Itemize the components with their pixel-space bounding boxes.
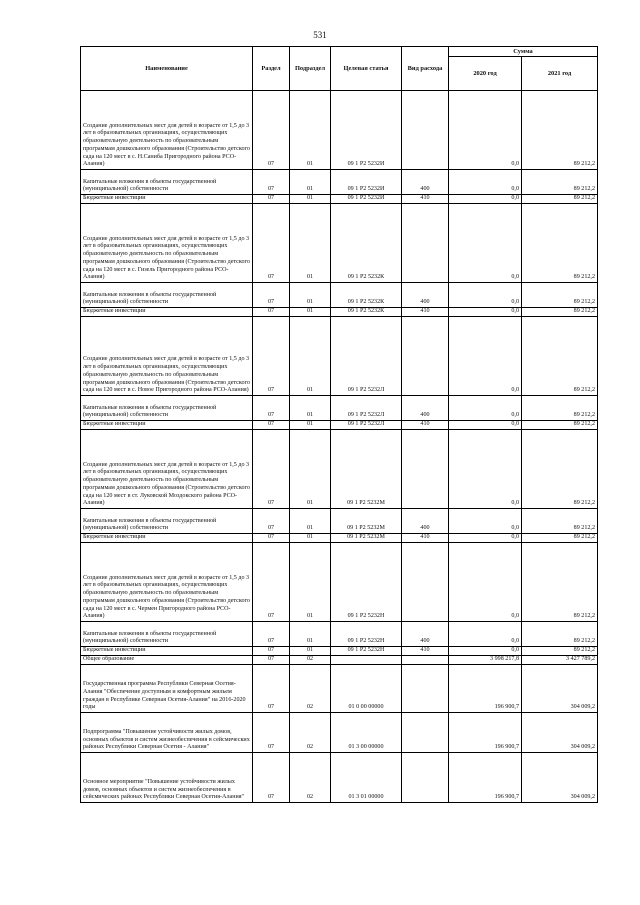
row-vid (402, 204, 449, 283)
row-sum-2021: 89 212,2 (522, 509, 598, 534)
row-razdel: 07 (253, 534, 290, 543)
row-vid: 400 (402, 396, 449, 421)
row-vid: 410 (402, 308, 449, 317)
row-sum-2020: 0,0 (449, 534, 522, 543)
row-podrazdel: 01 (290, 204, 331, 283)
header-razdel: Раздел (253, 47, 290, 91)
row-target: 09 1 Р2 5232И (331, 170, 402, 195)
header-podrazdel: Подраздел (290, 47, 331, 91)
row-podrazdel: 01 (290, 396, 331, 421)
row-target: 09 1 Р2 5232Н (331, 622, 402, 647)
row-vid: 400 (402, 283, 449, 308)
row-podrazdel: 01 (290, 543, 331, 622)
row-podrazdel: 02 (290, 753, 331, 803)
row-target: 09 1 Р2 5232И (331, 195, 402, 204)
row-podrazdel: 01 (290, 283, 331, 308)
row-sum-2021: 89 212,2 (522, 396, 598, 421)
row-target: 09 1 Р2 5232К (331, 308, 402, 317)
budget-table (80, 46, 598, 803)
row-sum-2020: 0,0 (449, 421, 522, 430)
header-2020: 2020 год (449, 57, 522, 91)
row-name: Создание дополнительных мест для детей в возрасте от 1,5 до 3 лет в образовательных организациях, осуществляющих образовательную деятельность по образовательным программам дошкольного образования (Строительство детского сада на 120 мест в с. Гизель Пригородного района РСО-Алания) (81, 204, 253, 283)
row-vid: 400 (402, 509, 449, 534)
table-row (81, 647, 598, 656)
row-sum-2020: 0,0 (449, 317, 522, 396)
row-razdel: 07 (253, 396, 290, 421)
row-sum-2020: 0,0 (449, 170, 522, 195)
row-sum-2021: 89 212,2 (522, 430, 598, 509)
row-vid (402, 656, 449, 665)
row-razdel: 07 (253, 317, 290, 396)
row-razdel: 07 (253, 195, 290, 204)
row-name: Создание дополнительных мест для детей в возрасте от 1,5 до 3 лет в образовательных организациях, осуществляющих образовательную деятельность по образовательным программам дошкольного образования (Строительство детского сада на 120 мест в ст. Луковской Моздокского района РСО-Алания) (81, 430, 253, 509)
row-sum-2020: 196 900,7 (449, 713, 522, 753)
row-razdel: 07 (253, 421, 290, 430)
row-podrazdel: 01 (290, 430, 331, 509)
row-vid: 410 (402, 421, 449, 430)
row-sum-2021: 89 212,2 (522, 317, 598, 396)
row-podrazdel: 02 (290, 665, 331, 713)
row-target: 09 1 Р2 5232К (331, 283, 402, 308)
row-podrazdel: 01 (290, 308, 331, 317)
row-name: Общее образование (81, 656, 253, 665)
table-row (81, 195, 598, 204)
table-body (81, 91, 598, 803)
row-sum-2020: 0,0 (449, 430, 522, 509)
row-target: 09 1 Р2 5232К (331, 204, 402, 283)
table-row (81, 396, 598, 421)
table-row (81, 534, 598, 543)
row-razdel: 07 (253, 170, 290, 195)
row-sum-2020: 196 900,7 (449, 753, 522, 803)
row-target: 09 1 Р2 5232Л (331, 396, 402, 421)
row-razdel: 07 (253, 430, 290, 509)
table-row (81, 170, 598, 195)
header-vid: Вид расхода (402, 47, 449, 91)
row-sum-2021: 304 009,2 (522, 665, 598, 713)
row-name: Создание дополнительных мест для детей в возрасте от 1,5 до 3 лет в образовательных организациях, осуществляющих образовательную деятельность по образовательным программам дошкольного образования (Строительство детского сада на 120 мест в с. Новое Пригородного района РСО-Алания) (81, 317, 253, 396)
row-vid: 410 (402, 647, 449, 656)
row-podrazdel: 01 (290, 195, 331, 204)
row-vid: 410 (402, 534, 449, 543)
row-name: Бюджетные инвестиции (81, 421, 253, 430)
row-vid (402, 430, 449, 509)
row-vid (402, 713, 449, 753)
row-sum-2021: 89 212,2 (522, 622, 598, 647)
row-sum-2021: 89 212,2 (522, 543, 598, 622)
row-sum-2021: 89 212,2 (522, 534, 598, 543)
header-target: Целевая статья (331, 47, 402, 91)
row-target: 09 1 Р2 5232И (331, 91, 402, 170)
table-row (81, 509, 598, 534)
row-vid (402, 317, 449, 396)
row-podrazdel: 01 (290, 317, 331, 396)
row-name: Капитальные вложения в объекты государственной (муниципальной) собственности (81, 283, 253, 308)
row-sum-2020: 0,0 (449, 396, 522, 421)
page-number: 531 (313, 30, 327, 40)
table-row (81, 622, 598, 647)
table-row (81, 308, 598, 317)
row-podrazdel: 01 (290, 421, 331, 430)
row-name: Государственная программа Республики Северная Осетия-Алания "Обеспечение доступным и комфортным жильем граждан в Республике Северная Осетия-Алания" на 2016-2020 годы (81, 665, 253, 713)
header-name: Наименование (81, 47, 253, 91)
row-sum-2021: 89 212,2 (522, 204, 598, 283)
row-podrazdel: 01 (290, 622, 331, 647)
row-name: Капитальные вложения в объекты государственной (муниципальной) собственности (81, 396, 253, 421)
row-razdel: 07 (253, 308, 290, 317)
row-vid: 400 (402, 622, 449, 647)
row-name: Капитальные вложения в объекты государственной (муниципальной) собственности (81, 622, 253, 647)
row-sum-2021: 304 009,2 (522, 753, 598, 803)
row-podrazdel: 01 (290, 91, 331, 170)
row-sum-2020: 0,0 (449, 622, 522, 647)
row-target: 09 1 Р2 5232Н (331, 647, 402, 656)
row-sum-2020: 0,0 (449, 204, 522, 283)
row-sum-2020: 0,0 (449, 647, 522, 656)
row-razdel: 07 (253, 204, 290, 283)
row-target: 09 1 Р2 5232Л (331, 317, 402, 396)
row-vid: 410 (402, 195, 449, 204)
row-sum-2020: 0,0 (449, 91, 522, 170)
table-row (81, 543, 598, 622)
table-row (81, 91, 598, 170)
row-sum-2021: 89 212,2 (522, 170, 598, 195)
row-razdel: 07 (253, 753, 290, 803)
row-name: Основное мероприятие "Повышение устойчивости жилых домов, основных объектов и систем жизнеобеспечения в сейсмических районах Республики Северная Осетия-Алания" (81, 753, 253, 803)
row-target: 09 1 Р2 5232М (331, 509, 402, 534)
row-name: Создание дополнительных мест для детей в возрасте от 1,5 до 3 лет в образовательных организациях, осуществляющих образовательную деятельность по образовательным программам дошкольного образования (Строительство детского сада на 120 мест в с. Н.Саниба Пригородного района РСО-Алания) (81, 91, 253, 170)
header-sum: Сумма (449, 47, 598, 57)
row-vid (402, 91, 449, 170)
row-sum-2021: 89 212,2 (522, 308, 598, 317)
row-sum-2021: 89 212,2 (522, 647, 598, 656)
row-target: 09 1 Р2 5232М (331, 430, 402, 509)
row-sum-2021: 89 212,2 (522, 283, 598, 308)
row-podrazdel: 01 (290, 170, 331, 195)
row-sum-2020: 3 998 217,8 (449, 656, 522, 665)
table-row (81, 665, 598, 713)
row-sum-2021: 3 427 789,2 (522, 656, 598, 665)
table-row (81, 753, 598, 803)
row-vid (402, 543, 449, 622)
row-name: Капитальные вложения в объекты государственной (муниципальной) собственности (81, 170, 253, 195)
row-name: Капитальные вложения в объекты государственной (муниципальной) собственности (81, 509, 253, 534)
row-vid (402, 753, 449, 803)
row-razdel: 07 (253, 656, 290, 665)
row-target: 09 1 Р2 5232Н (331, 543, 402, 622)
row-sum-2020: 0,0 (449, 543, 522, 622)
row-sum-2021: 304 009,2 (522, 713, 598, 753)
row-razdel: 07 (253, 665, 290, 713)
row-target (331, 656, 402, 665)
row-podrazdel: 02 (290, 656, 331, 665)
row-vid: 400 (402, 170, 449, 195)
row-name: Бюджетные инвестиции (81, 195, 253, 204)
row-sum-2021: 89 212,2 (522, 91, 598, 170)
table-row (81, 713, 598, 753)
row-razdel: 07 (253, 509, 290, 534)
row-target: 01 0 00 00000 (331, 665, 402, 713)
table-row (81, 421, 598, 430)
row-name: Создание дополнительных мест для детей в возрасте от 1,5 до 3 лет в образовательных организациях, осуществляющих образовательную деятельность по образовательным программам дошкольного образования (Строительство детского сада на 120 мест в с. Чермен Пригородного района РСО-Алания) (81, 543, 253, 622)
row-target: 09 1 Р2 5232М (331, 534, 402, 543)
row-podrazdel: 01 (290, 534, 331, 543)
row-target: 01 3 00 00000 (331, 713, 402, 753)
row-razdel: 07 (253, 622, 290, 647)
table-row (81, 656, 598, 665)
row-podrazdel: 02 (290, 713, 331, 753)
row-name: Бюджетные инвестиции (81, 534, 253, 543)
row-sum-2020: 0,0 (449, 509, 522, 534)
table-row (81, 430, 598, 509)
row-sum-2020: 0,0 (449, 195, 522, 204)
row-vid (402, 665, 449, 713)
row-sum-2021: 89 212,2 (522, 195, 598, 204)
row-sum-2021: 89 212,2 (522, 421, 598, 430)
row-podrazdel: 01 (290, 509, 331, 534)
header-2021: 2021 год (522, 57, 598, 91)
row-sum-2020: 196 900,7 (449, 665, 522, 713)
row-razdel: 07 (253, 283, 290, 308)
table-row (81, 204, 598, 283)
row-razdel: 07 (253, 713, 290, 753)
row-name: Подпрограмма "Повышение устойчивости жилых домов, основных объектов и систем жизнеобеспечения в сейсмических районах Республики Северная Осетия - Алания" (81, 713, 253, 753)
row-razdel: 07 (253, 91, 290, 170)
row-razdel: 07 (253, 647, 290, 656)
row-sum-2020: 0,0 (449, 283, 522, 308)
row-target: 01 3 01 00000 (331, 753, 402, 803)
row-sum-2020: 0,0 (449, 308, 522, 317)
row-razdel: 07 (253, 543, 290, 622)
row-name: Бюджетные инвестиции (81, 647, 253, 656)
row-name: Бюджетные инвестиции (81, 308, 253, 317)
row-podrazdel: 01 (290, 647, 331, 656)
table-row (81, 283, 598, 308)
table-row (81, 317, 598, 396)
row-target: 09 1 Р2 5232Л (331, 421, 402, 430)
